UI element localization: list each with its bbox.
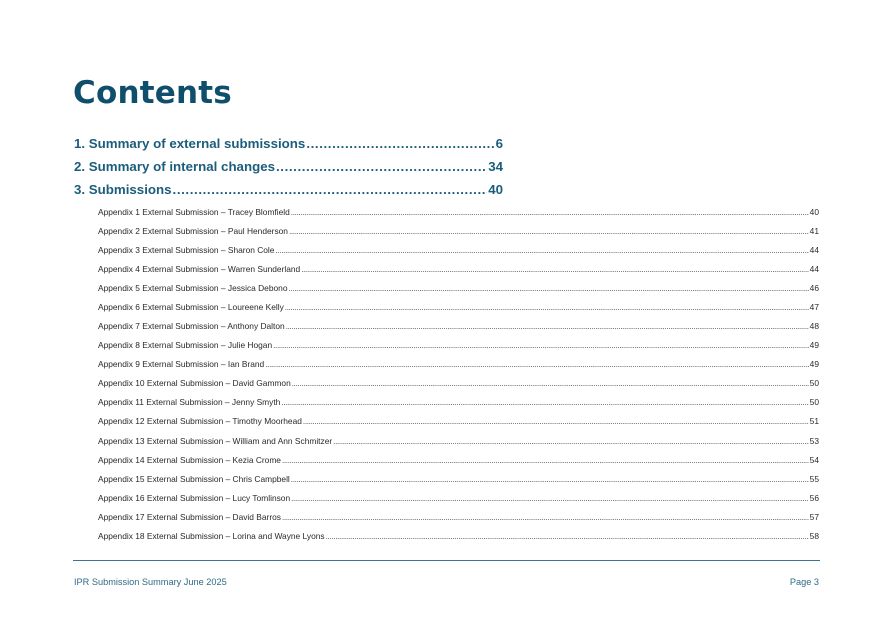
toc-page-number: 49 <box>809 359 819 369</box>
toc-page-number: 41 <box>809 226 819 236</box>
toc-entry-appendix[interactable] <box>98 394 819 410</box>
toc-page-number: 44 <box>809 264 819 274</box>
toc-entry-appendix[interactable] <box>98 261 819 277</box>
toc-page-number: 58 <box>809 531 819 541</box>
toc-page-number: 44 <box>809 245 819 255</box>
toc-entry-appendix[interactable] <box>98 356 819 372</box>
toc-entry-appendix[interactable] <box>98 452 819 468</box>
toc-leader-dots <box>288 281 808 296</box>
toc-entry-label: Appendix 17 External Submission – David Barros <box>98 512 281 522</box>
toc-entry-appendix[interactable] <box>98 318 819 334</box>
toc-entry-appendix[interactable] <box>98 413 819 429</box>
toc-page-number: 47 <box>809 302 819 312</box>
footer-divider <box>73 560 820 561</box>
toc-leader-dots <box>173 180 488 200</box>
toc-entry-label: Appendix 2 External Submission – Paul Henderson <box>98 226 288 236</box>
toc-entry-label: 3. Submissions <box>74 182 172 197</box>
toc-entry-label: Appendix 12 External Submission – Timothy Moorhead <box>98 416 302 426</box>
toc-entry-appendix[interactable] <box>98 242 819 258</box>
toc-page-number: 34 <box>488 159 503 174</box>
toc-page-number: 56 <box>809 493 819 503</box>
toc-leader-dots <box>326 529 809 544</box>
toc-page-number: 51 <box>809 416 819 426</box>
toc-entry-label: Appendix 18 External Submission – Lorina and Wayne Lyons <box>98 531 325 541</box>
toc-leader-dots <box>282 453 809 468</box>
toc-page-number: 57 <box>809 512 819 522</box>
toc-leader-dots <box>291 205 809 220</box>
toc-entry-label: Appendix 1 External Submission – Tracey Blomfield <box>98 207 290 217</box>
toc-leader-dots <box>276 157 487 177</box>
toc-entry-appendix[interactable] <box>98 375 819 391</box>
footer-page-number: Page 3 <box>789 577 819 587</box>
toc-leader-dots <box>306 134 494 154</box>
toc-page-number: 50 <box>809 378 819 388</box>
toc-entry-main[interactable] <box>74 157 503 177</box>
footer-document-title: IPR Submission Summary June 2025 <box>74 577 227 587</box>
toc-entry-appendix[interactable] <box>98 299 819 315</box>
toc-page-number: 53 <box>809 436 819 446</box>
toc-leader-dots <box>291 491 809 506</box>
toc-entry-appendix[interactable] <box>98 490 819 506</box>
toc-entry-label: Appendix 10 External Submission – David Gammon <box>98 378 291 388</box>
toc-entry-appendix[interactable] <box>98 223 819 239</box>
toc-entry-label: Appendix 3 External Submission – Sharon Cole <box>98 245 275 255</box>
toc-page-number: 50 <box>809 397 819 407</box>
toc-page-number: 55 <box>809 474 819 484</box>
toc-entry-label: Appendix 16 External Submission – Lucy Tomlinson <box>98 493 291 503</box>
toc-entry-label: 2. Summary of internal changes <box>74 159 275 174</box>
toc-leader-dots <box>285 300 809 315</box>
toc-entry-label: Appendix 5 External Submission – Jessica Debono <box>98 283 288 293</box>
toc-entry-label: Appendix 4 External Submission – Warren Sunderland <box>98 264 301 274</box>
toc-entry-appendix[interactable] <box>98 280 819 296</box>
toc-entry-appendix[interactable] <box>98 509 819 525</box>
toc-leader-dots <box>303 414 809 429</box>
page-title: Contents <box>73 75 232 111</box>
toc-entry-main[interactable] <box>74 180 503 200</box>
toc-page-number: 46 <box>809 283 819 293</box>
toc-leader-dots <box>281 395 808 410</box>
toc-entry-label: Appendix 15 External Submission – Chris Campbell <box>98 474 290 484</box>
toc-leader-dots <box>275 243 808 258</box>
toc-entry-appendix[interactable] <box>98 528 819 544</box>
toc-leader-dots <box>289 224 809 239</box>
toc-entry-main[interactable] <box>74 134 503 154</box>
toc-leader-dots <box>301 262 808 277</box>
toc-leader-dots <box>291 472 809 487</box>
toc-entry-label: Appendix 14 External Submission – Kezia Crome <box>98 455 281 465</box>
toc-leader-dots <box>265 357 808 372</box>
toc-entry-appendix[interactable] <box>98 471 819 487</box>
toc-entry-appendix[interactable] <box>98 433 819 449</box>
toc-leader-dots <box>286 319 809 334</box>
toc-entry-label: Appendix 8 External Submission – Julie Hogan <box>98 340 273 350</box>
toc-entry-label: Appendix 7 External Submission – Anthony Dalton <box>98 321 285 331</box>
toc-entry-appendix[interactable] <box>98 337 819 353</box>
toc-entry-label: Appendix 9 External Submission – Ian Brand <box>98 359 265 369</box>
toc-page-number: 6 <box>495 136 503 151</box>
toc-leader-dots <box>333 434 809 449</box>
toc-entry-label: 1. Summary of external submissions <box>74 136 306 151</box>
toc-page-number: 49 <box>809 340 819 350</box>
toc-page-number: 48 <box>809 321 819 331</box>
toc-page-number: 54 <box>809 455 819 465</box>
toc-entry-appendix[interactable] <box>98 204 819 220</box>
toc-leader-dots <box>282 510 809 525</box>
toc-leader-dots <box>292 376 809 391</box>
toc-page-number: 40 <box>809 207 819 217</box>
toc-entry-label: Appendix 11 External Submission – Jenny Smyth <box>98 397 281 407</box>
toc-entry-label: Appendix 13 External Submission – William and Ann Schmitzer <box>98 436 333 446</box>
toc-page-number: 40 <box>488 182 503 197</box>
toc-leader-dots <box>273 338 809 353</box>
toc-entry-label: Appendix 6 External Submission – Loureene Kelly <box>98 302 284 312</box>
